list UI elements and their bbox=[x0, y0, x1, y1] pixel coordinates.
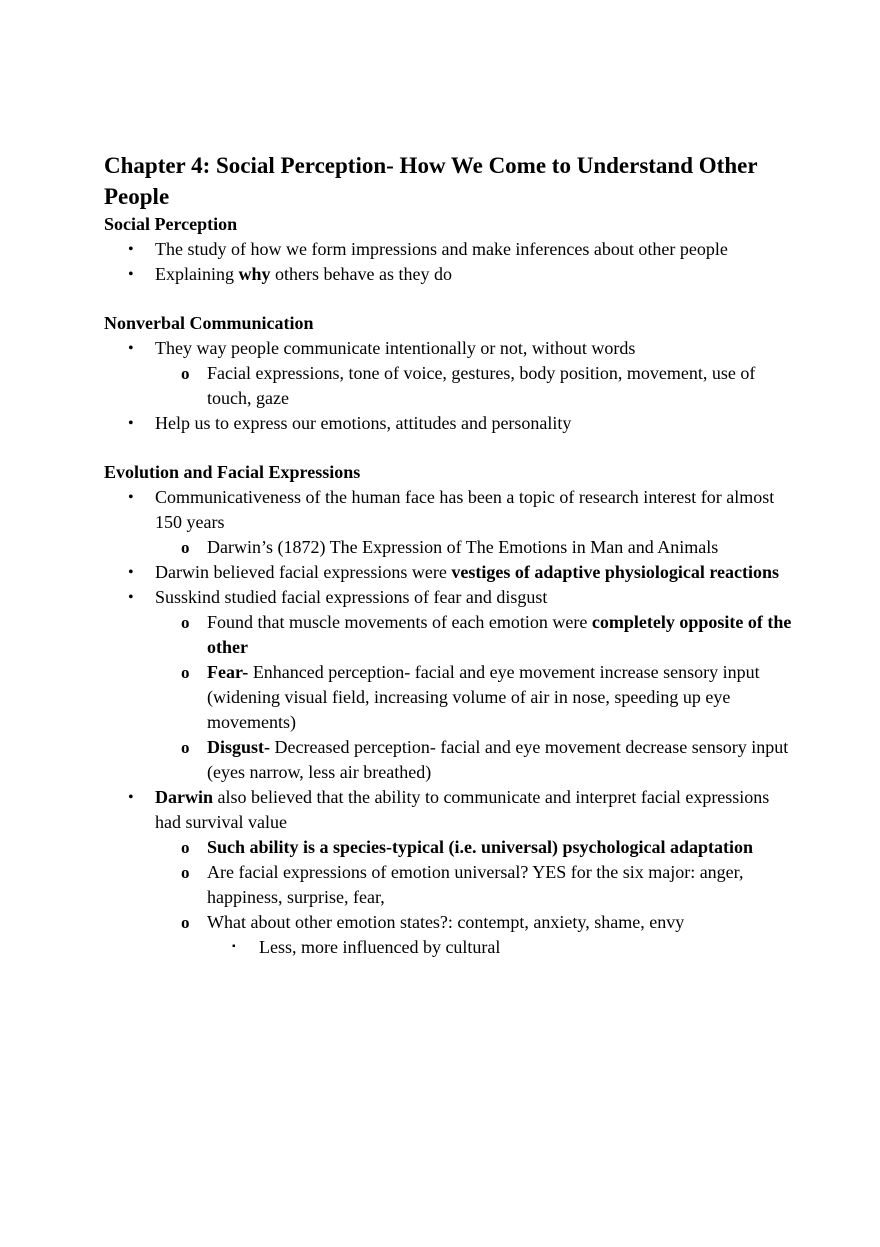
item-emphasis: why bbox=[238, 264, 271, 284]
list-item bbox=[104, 835, 794, 860]
list-item bbox=[104, 535, 794, 560]
bullet-icon: • bbox=[128, 340, 134, 357]
item-emphasis: completely opposite of the other bbox=[207, 612, 792, 657]
bullet-icon: • bbox=[128, 415, 134, 432]
circle-bullet-icon: o bbox=[181, 913, 190, 932]
square-bullet-icon: ▪ bbox=[232, 941, 236, 952]
list-item bbox=[104, 237, 794, 262]
list-item bbox=[104, 660, 794, 735]
circle-bullet-icon: o bbox=[181, 738, 190, 757]
item-emphasis: Such ability is a species-typical (i.e. universal) psychological adaptation bbox=[207, 837, 754, 857]
bullet-icon: • bbox=[128, 564, 134, 581]
item-emphasis: vestiges of adaptive physiological reactions bbox=[451, 562, 780, 582]
bullet-icon: • bbox=[128, 241, 134, 258]
item-text: Enhanced perception- facial and eye movement increase sensory input (widening visual field, increasing volume of air in nose, speeding up eye movements) bbox=[207, 662, 760, 732]
list-item bbox=[104, 361, 794, 411]
list-item bbox=[104, 411, 794, 436]
item-text: others behave as they do bbox=[270, 264, 452, 284]
section-heading-social-perception: Social Perception bbox=[104, 214, 238, 234]
item-text: Help us to express our emotions, attitudes and personality bbox=[155, 413, 572, 433]
item-text: Less, more influenced by cultural bbox=[259, 937, 501, 957]
circle-bullet-icon: o bbox=[181, 863, 190, 882]
item-text: Are facial expressions of emotion universal? YES for the six major: anger, happiness, surprise, fear, bbox=[207, 862, 744, 907]
bullet-icon: • bbox=[128, 589, 134, 606]
section-heading-evolution-facial-expressions: Evolution and Facial Expressions bbox=[104, 462, 361, 482]
list-item bbox=[104, 336, 794, 361]
bullet-icon: • bbox=[128, 266, 134, 283]
item-text: Decreased perception- facial and eye movement decrease sensory input (eyes narrow, less air breathed) bbox=[207, 737, 789, 782]
item-text: Explaining bbox=[155, 264, 239, 284]
item-text: Found that muscle movements of each emotion were bbox=[207, 612, 592, 632]
item-text: Susskind studied facial expressions of fear and disgust bbox=[155, 587, 548, 607]
circle-bullet-icon: o bbox=[181, 838, 190, 857]
list-item bbox=[104, 860, 794, 910]
list-item bbox=[104, 560, 794, 585]
item-text: Facial expressions, tone of voice, gestures, body position, movement, use of touch, gaze bbox=[207, 363, 756, 408]
item-emphasis: Disgust- bbox=[207, 737, 271, 757]
item-text: The study of how we form impressions and make inferences about other people bbox=[155, 239, 728, 259]
item-text: Darwin believed facial expressions were bbox=[155, 562, 452, 582]
item-text: also believed that the ability to communicate and interpret facial expressions had survival value bbox=[155, 787, 770, 832]
list-item bbox=[104, 610, 794, 660]
item-text: What about other emotion states?: contempt, anxiety, shame, envy bbox=[207, 912, 685, 932]
page-content bbox=[104, 150, 794, 960]
list-item bbox=[104, 910, 794, 935]
circle-bullet-icon: o bbox=[181, 613, 190, 632]
list-item bbox=[104, 735, 794, 785]
list-item bbox=[104, 262, 794, 287]
item-emphasis: Fear- bbox=[207, 662, 249, 682]
item-text: They way people communicate intentionally or not, without words bbox=[155, 338, 636, 358]
circle-bullet-icon: o bbox=[181, 364, 190, 383]
list-item bbox=[104, 785, 794, 835]
chapter-title: Chapter 4: Social Perception- How We Come to Understand Other People bbox=[104, 153, 758, 209]
list-item bbox=[104, 935, 794, 960]
list-item bbox=[104, 585, 794, 610]
bullet-icon: • bbox=[128, 789, 134, 806]
circle-bullet-icon: o bbox=[181, 663, 190, 682]
section-heading-nonverbal-communication: Nonverbal Communication bbox=[104, 313, 314, 333]
circle-bullet-icon: o bbox=[181, 538, 190, 557]
list-item bbox=[104, 485, 794, 535]
item-emphasis: Darwin bbox=[155, 787, 213, 807]
bullet-icon: • bbox=[128, 489, 134, 506]
item-text: Communicativeness of the human face has been a topic of research interest for almost 150 years bbox=[155, 487, 775, 532]
item-text: Darwin’s (1872) The Expression of The Emotions in Man and Animals bbox=[207, 537, 719, 557]
